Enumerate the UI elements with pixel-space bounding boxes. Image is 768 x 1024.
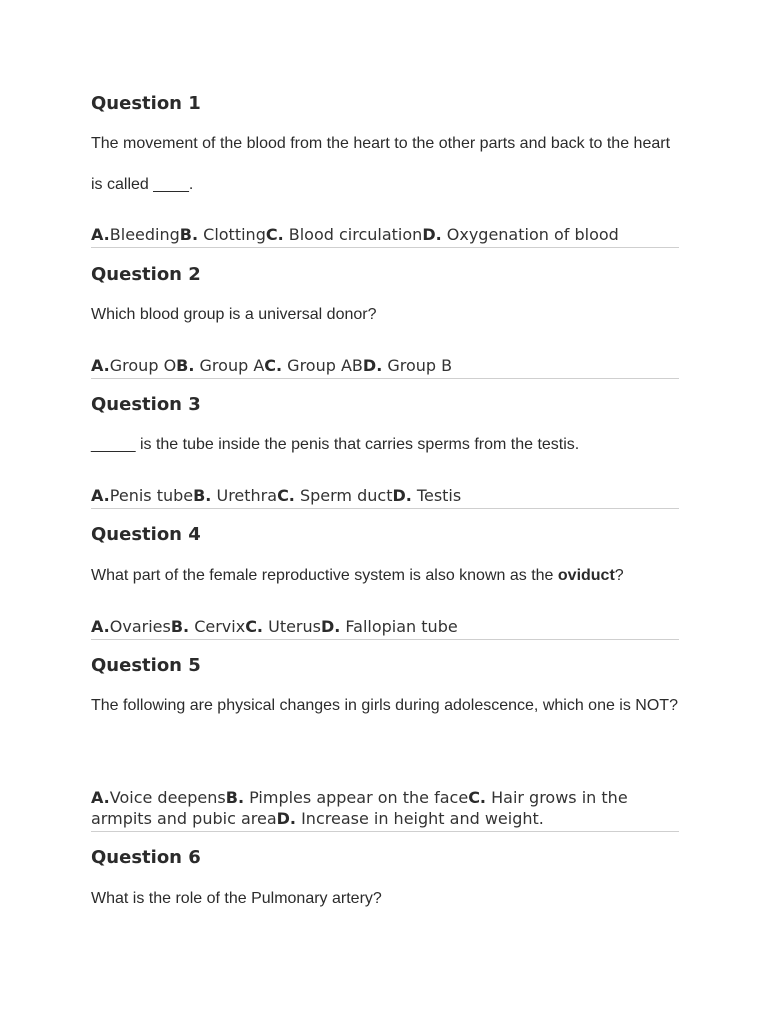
option-d-text: Fallopian tube	[340, 617, 458, 636]
option-d-letter: D.	[276, 809, 296, 828]
option-c-letter: C.	[265, 225, 284, 244]
option-b-text: Group A	[194, 356, 265, 375]
option-b-text: Cervix	[189, 617, 246, 636]
option-a-letter: A.	[91, 356, 110, 375]
option-c-letter: C.	[277, 486, 295, 505]
oviduct-term: oviduct	[557, 567, 615, 584]
question-3-options	[91, 485, 679, 509]
option-c-letter: C.	[264, 356, 283, 375]
option-b-letter: B.	[176, 356, 195, 375]
question-6-text: What is the role of the Pulmonary artery?	[91, 890, 382, 907]
option-d-text: Testis	[411, 486, 462, 505]
question-5-text: The following are physical changes in girls during adolescence, which one is NOT?	[91, 697, 678, 714]
option-d-letter: D.	[422, 225, 442, 244]
question-2-options	[91, 355, 679, 379]
option-a-letter: A.	[91, 617, 110, 636]
option-a-letter: A.	[91, 486, 110, 505]
option-b-text: Clotting	[198, 225, 266, 244]
question-2-title: Question 2	[91, 264, 201, 285]
option-c-text: Uterus	[263, 617, 321, 636]
option-a-text: Group O	[109, 356, 177, 375]
option-d-text: Group B	[382, 356, 453, 375]
question-6-title: Question 6	[91, 847, 201, 868]
option-a-text: Ovaries	[109, 617, 171, 636]
option-c-text: Blood circulation	[283, 225, 423, 244]
option-c-text: Group AB	[282, 356, 363, 375]
question-2-text: Which blood group is a universal donor?	[91, 306, 377, 323]
option-b-letter: B.	[225, 788, 245, 807]
option-d-letter: D.	[362, 356, 383, 375]
question-3-title: Question 3	[91, 394, 201, 415]
option-c-text: Sperm duct	[294, 486, 393, 505]
option-b-letter: B.	[170, 617, 190, 636]
question-4-options	[91, 616, 679, 640]
question-4-text: What part of the female reproductive system is also known as the oviduct?	[91, 567, 624, 584]
question-5-options	[91, 787, 679, 832]
question-4-title: Question 4	[91, 524, 201, 545]
option-a-text: Voice deepens	[109, 788, 226, 807]
option-c-letter: C.	[468, 788, 487, 807]
option-a-text: Penis tube	[109, 486, 194, 505]
option-b-letter: B.	[193, 486, 212, 505]
option-d-letter: D.	[392, 486, 412, 505]
option-a-letter: A.	[91, 788, 110, 807]
option-a-text: Bleeding	[109, 225, 180, 244]
option-a-letter: A.	[91, 225, 110, 244]
option-c-text: Hair grows in the armpits and pubic area	[91, 788, 628, 828]
question-1-text: The movement of the blood from the heart to the other parts and back to the heart is called ____.	[91, 135, 671, 193]
question-1-title: Question 1	[91, 93, 201, 114]
option-d-text: Increase in height and weight.	[296, 809, 544, 828]
question-3-text: _____ is the tube inside the penis that carries sperms from the testis.	[91, 436, 580, 453]
option-d-text: Oxygenation of blood	[441, 225, 619, 244]
question-1-options	[91, 224, 679, 248]
option-d-letter: D.	[320, 617, 341, 636]
option-c-letter: C.	[245, 617, 264, 636]
option-b-letter: B.	[179, 225, 199, 244]
option-b-text: Urethra	[211, 486, 278, 505]
question-5-title: Question 5	[91, 655, 201, 676]
option-b-text: Pimples appear on the face	[244, 788, 469, 807]
